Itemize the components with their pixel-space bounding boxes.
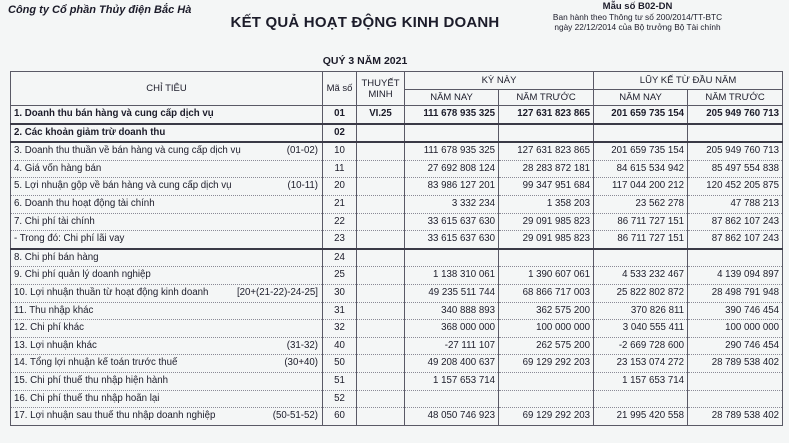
row-ytd-prior-year: 87 862 107 243 xyxy=(688,213,783,231)
row-ytd-prior-year: 205 949 760 713 xyxy=(688,106,783,124)
row-prior-year: 127 631 823 865 xyxy=(499,142,594,160)
row-code: 22 xyxy=(323,213,357,231)
header-ytd-prior-year: NĂM TRƯỚC xyxy=(688,90,783,106)
row-indicator xyxy=(11,408,323,426)
row-code: 21 xyxy=(323,195,357,213)
row-name: 8. Chi phí bán hàng xyxy=(14,251,99,263)
row-code: 30 xyxy=(323,284,357,302)
row-ytd-this-year: 201 659 735 154 xyxy=(594,142,688,160)
row-ytd-this-year: 25 822 802 872 xyxy=(594,284,688,302)
row-ytd-prior-year: 120 452 205 875 xyxy=(688,178,783,196)
row-ytd-prior-year: 100 000 000 xyxy=(688,320,783,338)
header-ytd-this-year: NĂM NAY xyxy=(594,90,688,106)
row-name: 9. Chi phí quản lý doanh nghiệp xyxy=(14,269,151,281)
row-name: 5. Lợi nhuận gộp về bán hàng và cung cấp dịch vụ xyxy=(14,180,232,192)
row-name: 12. Chi phí khác xyxy=(14,322,85,334)
row-ytd-prior-year xyxy=(688,390,783,408)
row-code: 02 xyxy=(323,124,357,143)
row-indicator xyxy=(11,231,323,249)
row-formula xyxy=(318,196,319,213)
row-ytd-prior-year: 205 949 760 713 xyxy=(688,142,783,160)
row-note: VI.25 xyxy=(357,106,405,124)
table-row xyxy=(11,355,783,373)
row-indicator xyxy=(11,249,323,267)
row-name: 17. Lợi nhuận sau thuế thu nhập doanh nghiệp xyxy=(14,410,216,422)
row-indicator xyxy=(11,267,323,285)
row-code: 11 xyxy=(323,160,357,178)
row-formula xyxy=(318,267,319,284)
row-ytd-this-year: -2 669 728 600 xyxy=(594,337,688,355)
row-this-year: 1 157 653 714 xyxy=(405,372,499,390)
row-prior-year xyxy=(499,249,594,267)
income-statement-table xyxy=(10,71,783,426)
row-this-year: 3 332 234 xyxy=(405,195,499,213)
row-prior-year: 127 631 823 865 xyxy=(499,106,594,124)
row-note xyxy=(357,124,405,143)
row-this-year: 111 678 935 325 xyxy=(405,142,499,160)
row-ytd-this-year: 23 153 074 272 xyxy=(594,355,688,373)
form-code: Mẫu số B02-DN xyxy=(602,1,673,12)
row-prior-year: 1 358 203 xyxy=(499,195,594,213)
header-indicator: CHỈ TIÊU xyxy=(11,72,323,106)
row-code: 60 xyxy=(323,408,357,426)
row-indicator xyxy=(11,355,323,373)
header-this-period: KỲ NÀY xyxy=(405,72,594,90)
row-indicator xyxy=(11,106,323,124)
row-formula: (10-11) xyxy=(287,180,318,192)
row-name: 3. Doanh thu thuần về bán hàng và cung cấp dịch vụ xyxy=(14,145,241,157)
form-reference xyxy=(495,2,780,32)
row-formula xyxy=(318,303,319,320)
row-ytd-this-year: 201 659 735 154 xyxy=(594,106,688,124)
row-indicator xyxy=(11,284,323,302)
table-row xyxy=(11,142,783,160)
row-name: 13. Lợi nhuận khác xyxy=(14,339,97,351)
row-this-year: 49 208 400 637 xyxy=(405,355,499,373)
row-ytd-prior-year: 290 746 454 xyxy=(688,337,783,355)
row-code: 23 xyxy=(323,231,357,249)
row-formula xyxy=(318,320,319,337)
row-ytd-this-year: 86 711 727 151 xyxy=(594,231,688,249)
row-name: 16. Chi phí thuế thu nhập hoãn lại xyxy=(14,392,160,404)
row-ytd-prior-year xyxy=(688,372,783,390)
row-prior-year: 262 575 200 xyxy=(499,337,594,355)
row-formula xyxy=(318,250,319,267)
row-formula: (01-02) xyxy=(286,145,318,157)
company-name: Công ty Cổ phần Thủy điện Bắc Hà xyxy=(8,4,192,16)
row-this-year: -27 111 107 xyxy=(405,337,499,355)
row-name: 1. Doanh thu bán hàng và cung cấp dịch vụ xyxy=(14,108,214,119)
row-ytd-prior-year: 47 788 213 xyxy=(688,195,783,213)
row-note xyxy=(357,302,405,320)
row-ytd-this-year xyxy=(594,390,688,408)
row-ytd-prior-year: 28 789 538 402 xyxy=(688,355,783,373)
row-note xyxy=(357,142,405,160)
row-note xyxy=(357,178,405,196)
row-note xyxy=(357,372,405,390)
row-name: 10. Lợi nhuận thuần từ hoạt động kinh doanh xyxy=(14,286,209,298)
row-name: 14. Tổng lợi nhuận kế toán trước thuế xyxy=(14,357,178,369)
row-ytd-this-year: 84 615 534 942 xyxy=(594,160,688,178)
row-code: 24 xyxy=(323,249,357,267)
row-name: 15. Chi phí thuế thu nhập hiện hành xyxy=(14,374,169,386)
row-ytd-prior-year: 390 746 454 xyxy=(688,302,783,320)
row-ytd-this-year xyxy=(594,249,688,267)
row-name: 11. Thu nhập khác xyxy=(14,304,94,316)
row-this-year: 33 615 637 630 xyxy=(405,213,499,231)
row-this-year: 1 138 310 061 xyxy=(405,267,499,285)
table-row xyxy=(11,337,783,355)
header-prior-year: NĂM TRƯỚC xyxy=(499,90,594,106)
row-formula: (31-32) xyxy=(286,339,318,351)
row-prior-year: 1 390 607 061 xyxy=(499,267,594,285)
row-ytd-prior-year: 28 789 538 402 xyxy=(688,408,783,426)
row-ytd-prior-year xyxy=(688,124,783,143)
row-code: 20 xyxy=(323,178,357,196)
row-prior-year: 69 129 292 203 xyxy=(499,408,594,426)
row-indicator xyxy=(11,124,323,143)
row-name: 7. Chi phí tài chính xyxy=(14,215,95,227)
row-prior-year: 362 575 200 xyxy=(499,302,594,320)
row-indicator xyxy=(11,178,323,196)
row-ytd-this-year xyxy=(594,124,688,143)
table-row xyxy=(11,408,783,426)
row-note xyxy=(357,249,405,267)
row-formula: (30+40) xyxy=(284,357,318,369)
row-indicator xyxy=(11,142,323,160)
table-row xyxy=(11,160,783,178)
row-code: 51 xyxy=(323,372,357,390)
row-ytd-prior-year: 87 862 107 243 xyxy=(688,231,783,249)
table-row xyxy=(11,106,783,124)
row-prior-year: 100 000 000 xyxy=(499,320,594,338)
row-note xyxy=(357,408,405,426)
row-ytd-this-year: 4 533 232 467 xyxy=(594,267,688,285)
row-indicator xyxy=(11,372,323,390)
row-prior-year: 29 091 985 823 xyxy=(499,213,594,231)
row-formula xyxy=(318,161,319,178)
row-this-year: 340 888 893 xyxy=(405,302,499,320)
row-this-year: 33 615 637 630 xyxy=(405,231,499,249)
row-ytd-this-year: 21 995 420 558 xyxy=(594,408,688,426)
row-formula xyxy=(318,373,319,390)
header-ytd: LŨY KẾ TỪ ĐẦU NĂM xyxy=(594,72,783,90)
row-this-year: 83 986 127 201 xyxy=(405,178,499,196)
table-row xyxy=(11,372,783,390)
row-ytd-prior-year: 85 497 554 838 xyxy=(688,160,783,178)
row-ytd-this-year: 117 044 200 212 xyxy=(594,178,688,196)
row-ytd-this-year: 370 826 811 xyxy=(594,302,688,320)
table-row xyxy=(11,320,783,338)
row-name: - Trong đó: Chi phí lãi vay xyxy=(14,233,125,245)
header-note: THUYẾT MINH xyxy=(357,72,405,106)
row-name: 6. Doanh thu hoạt động tài chính xyxy=(14,197,155,209)
row-ytd-prior-year: 28 498 791 948 xyxy=(688,284,783,302)
row-name: 4. Giá vốn hàng bán xyxy=(14,162,102,174)
row-indicator xyxy=(11,337,323,355)
table-row xyxy=(11,195,783,213)
row-note xyxy=(357,390,405,408)
row-code: 25 xyxy=(323,267,357,285)
row-note xyxy=(357,195,405,213)
row-this-year: 48 050 746 923 xyxy=(405,408,499,426)
header-code: Mã số xyxy=(323,72,357,106)
row-code: 31 xyxy=(323,302,357,320)
row-indicator xyxy=(11,195,323,213)
row-code: 50 xyxy=(323,355,357,373)
table-row xyxy=(11,302,783,320)
row-note xyxy=(357,267,405,285)
row-formula: (50-51-52) xyxy=(272,410,318,422)
row-this-year: 27 692 808 124 xyxy=(405,160,499,178)
row-indicator xyxy=(11,320,323,338)
row-indicator xyxy=(11,160,323,178)
row-ytd-this-year: 86 711 727 151 xyxy=(594,213,688,231)
row-ytd-prior-year: 4 139 094 897 xyxy=(688,267,783,285)
table-row xyxy=(11,124,783,143)
row-this-year xyxy=(405,390,499,408)
row-prior-year xyxy=(499,124,594,143)
row-formula xyxy=(318,125,319,142)
form-issued: Ban hành theo Thông tư số 200/2014/TT-BTC xyxy=(552,12,723,22)
row-prior-year: 99 347 951 684 xyxy=(499,178,594,196)
row-this-year: 368 000 000 xyxy=(405,320,499,338)
row-ytd-this-year: 3 040 555 411 xyxy=(594,320,688,338)
table-row xyxy=(11,178,783,196)
table-row xyxy=(11,249,783,267)
row-code: 40 xyxy=(323,337,357,355)
row-indicator xyxy=(11,390,323,408)
row-this-year xyxy=(405,249,499,267)
table-row xyxy=(11,213,783,231)
row-this-year xyxy=(405,124,499,143)
row-prior-year: 68 866 717 003 xyxy=(499,284,594,302)
row-note xyxy=(357,337,405,355)
table-row xyxy=(11,284,783,302)
row-note xyxy=(357,320,405,338)
table-row xyxy=(11,390,783,408)
row-prior-year xyxy=(499,372,594,390)
row-prior-year xyxy=(499,390,594,408)
row-code: 32 xyxy=(323,320,357,338)
row-formula xyxy=(318,391,319,408)
row-indicator xyxy=(11,302,323,320)
row-this-year: 49 235 511 744 xyxy=(405,284,499,302)
table-row xyxy=(11,267,783,285)
row-code: 10 xyxy=(323,142,357,160)
row-ytd-this-year: 1 157 653 714 xyxy=(594,372,688,390)
row-formula: [20+(21-22)-24-25] xyxy=(236,286,318,298)
row-note xyxy=(357,284,405,302)
form-date: ngày 22/12/2014 của Bộ trưởng Bộ Tài chính xyxy=(554,22,721,32)
header-this-year: NĂM NAY xyxy=(405,90,499,106)
row-prior-year: 29 091 985 823 xyxy=(499,231,594,249)
row-note xyxy=(357,231,405,249)
row-code: 52 xyxy=(323,390,357,408)
row-this-year: 111 678 935 325 xyxy=(405,106,499,124)
report-period: QUÝ 3 NĂM 2021 xyxy=(322,55,408,67)
row-prior-year: 69 129 292 203 xyxy=(499,355,594,373)
row-indicator xyxy=(11,213,323,231)
row-ytd-prior-year xyxy=(688,249,783,267)
row-name: 2. Các khoản giảm trừ doanh thu xyxy=(14,126,166,138)
row-formula xyxy=(318,231,319,248)
row-note xyxy=(357,355,405,373)
report-title: KẾT QUẢ HOẠT ĐỘNG KINH DOANH xyxy=(230,14,500,31)
row-note xyxy=(357,160,405,178)
row-formula xyxy=(318,214,319,231)
row-prior-year: 28 283 872 181 xyxy=(499,160,594,178)
row-code: 01 xyxy=(323,106,357,124)
table-row xyxy=(11,231,783,249)
row-formula xyxy=(318,106,319,123)
row-note xyxy=(357,213,405,231)
row-ytd-this-year: 23 562 278 xyxy=(594,195,688,213)
